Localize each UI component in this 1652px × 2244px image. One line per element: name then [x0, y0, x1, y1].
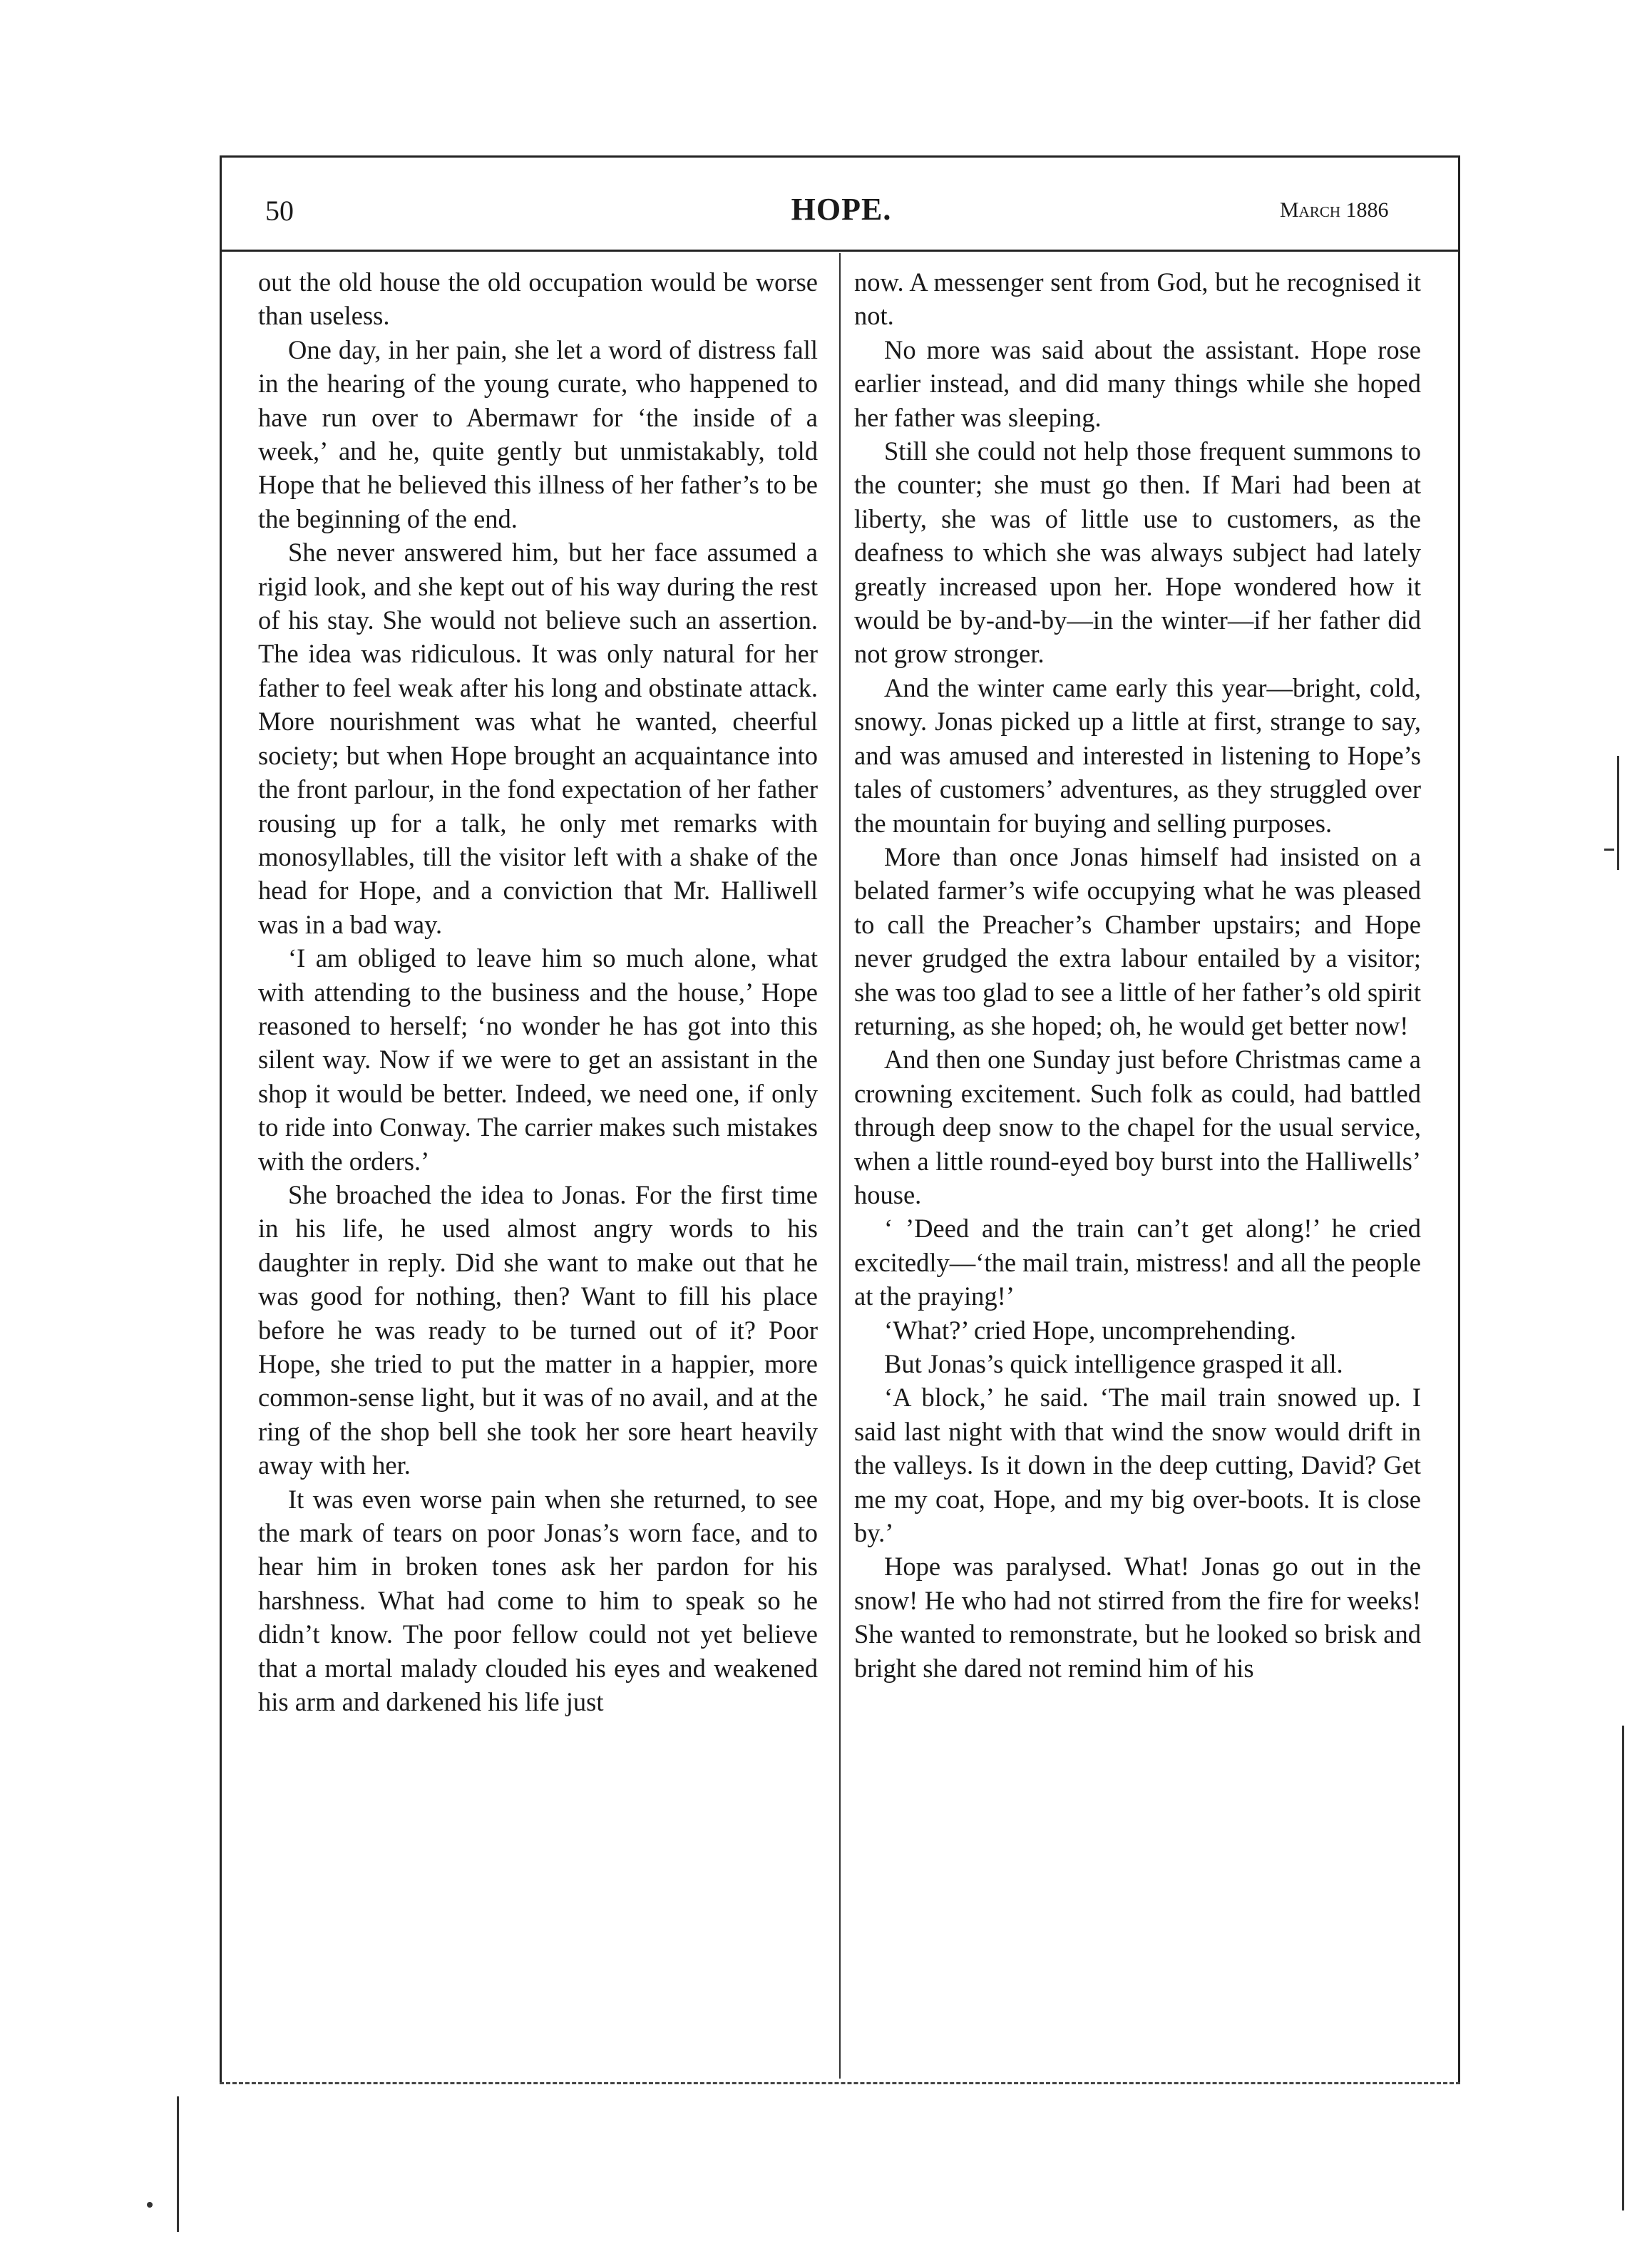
paragraph: But Jonas’s quick intelligence grasped it all.: [884, 1349, 1343, 1378]
paragraph: ‘What?’ cried Hope, uncomprehending.: [884, 1315, 1297, 1345]
page-number: 50: [265, 195, 294, 227]
margin-scan-mark: [177, 2096, 179, 2232]
paragraph: Still she could not help those frequent summons to the counter; she must go then. If Mari had been at liberty, she was of little use to customers, as the deafness to which she was always subject had lately greatly increased upon her. Hope wondered how it would be by-and-by—in the winter—if her father did not grow stronger.: [854, 436, 1421, 669]
paragraph: now. A messenger sent from God, but he recognised it not.: [854, 267, 1421, 331]
margin-scan-mark: [1604, 849, 1614, 851]
paragraph: And then one Sunday just before Christmas came a crowning excitement. Such folk as could, had battled through deep snow to the chapel for the usual service, when a little round-eyed boy burst into the Halliwells’ house.: [854, 1045, 1421, 1209]
header-rule: [220, 250, 1460, 252]
frame-left-rule: [220, 155, 222, 2084]
paragraph: out the old house the old occupation would be worse than useless.: [258, 267, 818, 331]
frame-bottom-rule: [220, 2082, 1460, 2084]
margin-scan-mark: [1622, 1726, 1624, 2210]
paragraph: She broached the idea to Jonas. For the first time in his life, he used almost angry words to his daughter in reply. Did she want to make out that he was good for nothing, then? Want to fill his place before he was ready to be turned out of it? Poor Hope, she tried to put the matter in a happier, more common-sense light, but it was of no avail, and at the ring of the shop bell she took her sore heart heavily away with her.: [258, 1179, 818, 1480]
frame-right-rule: [1458, 155, 1460, 2084]
left-column: [258, 265, 818, 1718]
paragraph: ‘I am obliged to leave him so much alone, what with attending to the business and the house,’ Hope reasoned to herself; ‘no wonder he has got into this silent way. Now if we were to get an assistant in the shop it would be better. Indeed, we need one, if only to ride into Conway. The carrier makes such mistakes with the orders.’: [258, 943, 818, 1176]
margin-scan-mark: [147, 2202, 153, 2208]
issue-date: March 1886: [1280, 198, 1389, 222]
paragraph: It was even worse pain when she returned, to see the mark of tears on poor Jonas’s worn face, and to hear him in broken tones ask her pardon for his harshness. What had come to him to speak so he didn’t know. The poor fellow could not yet believe that a mortal malady clouded his eyes and weakened his arm and darkened his life just: [258, 1484, 818, 1717]
paragraph: She never answered him, but her face assumed a rigid look, and she kept out of his way during the rest of his stay. She would not believe such an assertion. The idea was ridiculous. It was only natural for her father to feel weak after his long and obstinate attack. More nourishment was what he wanted, cheerful society; but when Hope brought an acquaintance into the front parlour, in the fond expectation of her father rousing up for a talk, he only met remarks with monosyllables, till the visitor left with a shake of the head for Hope, and a conviction that Mr. Halliwell was in a bad way.: [258, 538, 818, 939]
paragraph: One day, in her pain, she let a word of distress fall in the hearing of the young curate, who happened to have run over to Abermawr for ‘the inside of a week,’ and he, quite gently but unmistakably, told Hope that he believed this illness of her father’s to be the beginning of the end.: [258, 334, 818, 533]
paragraph: And the winter came early this year—bright, cold, snowy. Jonas picked up a little at first, strange to say, and was amused and interested in listening to Hope’s tales of customers’ adventures, as they struggled over the mountain for buying and selling purposes.: [854, 672, 1421, 838]
paragraph: ‘ ’Deed and the train can’t get along!’ he cried excitedly—‘the mail train, mistress! and all the people at the praying!’: [854, 1214, 1421, 1311]
column-divider: [839, 253, 841, 2079]
paragraph: No more was said about the assistant. Hope rose earlier instead, and did many things while she hoped her father was sleeping.: [854, 334, 1421, 432]
margin-scan-mark: [1617, 756, 1619, 870]
paragraph: ‘A block,’ he said. ‘The mail train snowed up. I said last night with that wind the snow would drift in the valleys. Is it down in the deep cutting, David? Get me my coat, Hope, and my big over-boots. It is close by.’: [854, 1383, 1421, 1548]
frame-top-rule: [220, 155, 1460, 158]
paragraph: Hope was paralysed. What! Jonas go out in the snow! He who had not stirred from the fire for weeks! She wanted to remonstrate, but he looked so brisk and bright she dared not remind him of his: [854, 1552, 1421, 1683]
right-column: [854, 265, 1421, 1685]
paragraph: More than once Jonas himself had insisted on a belated farmer’s wife occupying what he was pleased to call the Preacher’s Chamber upstairs; and Hope never grudged the extra labour entailed by a visitor; she was too glad to see a little of her father’s old spirit returning, as she hoped; oh, he would get better now!: [854, 841, 1421, 1040]
running-title: HOPE.: [791, 192, 892, 227]
